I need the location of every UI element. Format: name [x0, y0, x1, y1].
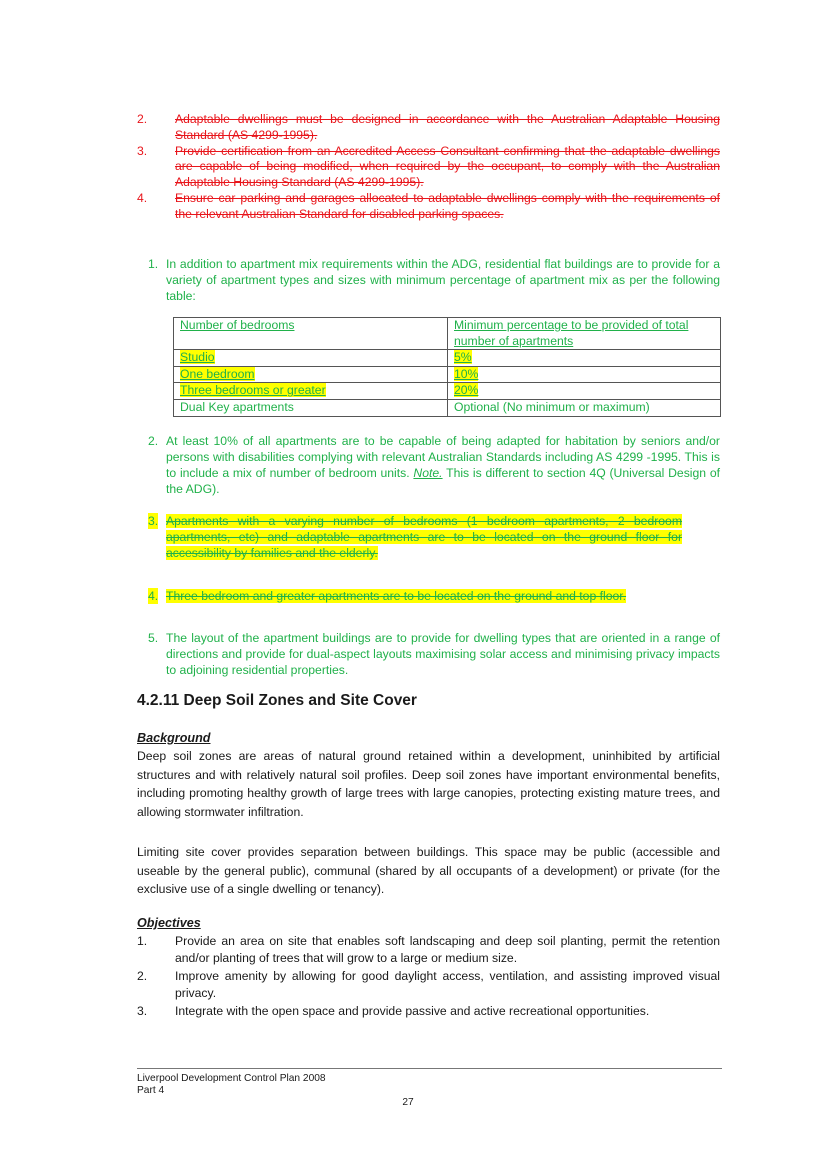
footer-title: Liverpool Development Control Plan 2008 — [137, 1073, 326, 1084]
cell-text: 20% — [454, 383, 479, 398]
cell-text: One bedroom — [180, 366, 255, 381]
table-cell — [174, 350, 448, 367]
deleted-item-4 — [137, 191, 720, 223]
item-text: Integrate with the open space and provide passive and active recreational opportunities. — [175, 1004, 650, 1018]
item-text: Provide certification from an Accredited Access Consultant confirming that the adaptable dwellings are capable of being modified, when required by the occupant, to comply with the Australian Adaptable Housing Standard (AS 4299-1995). — [175, 143, 720, 190]
cell-text: Three bedrooms or greater — [180, 383, 326, 398]
footer — [137, 1073, 326, 1096]
table-cell: Dual Key apartments — [174, 399, 448, 416]
item-number: 2. — [137, 112, 148, 126]
background-paragraph-1: Deep soil zones are areas of natural ground retained within a development, uninhibited by artificial structures and with relatively natural soil profiles. Deep soil zones have important environmental benefits, including promoting healthy growth of large trees with large canopies, protecting existing mature trees, and allowing stormwater infiltration. — [137, 749, 720, 819]
item-number: 1. — [148, 257, 159, 271]
note-label: Note. — [413, 466, 443, 480]
item-text: In addition to apartment mix requirements within the ADG, residential flat buildings are to provide for a variety of apartment types and sizes with minimum percentage of apartment mix as per the following table: — [166, 257, 720, 303]
inserted-item-2 — [137, 433, 720, 497]
list-item — [137, 968, 720, 1001]
table-cell — [174, 366, 448, 383]
objectives-list — [137, 933, 720, 1022]
footer-part: Part 4 — [137, 1084, 165, 1096]
struck-item-4 — [137, 588, 720, 604]
inserted-item-5 — [137, 630, 720, 678]
deleted-item-3 — [137, 144, 720, 191]
apartment-mix-table — [173, 317, 721, 417]
item-number: 5. — [148, 631, 159, 645]
deleted-item-2 — [137, 112, 720, 144]
item-text: Adaptable dwellings must be designed in accordance with the Australian Adaptable Housing Standard (AS 4299-1995). — [175, 112, 720, 142]
table-row — [174, 399, 721, 416]
cell-text: 10% — [454, 366, 479, 381]
item-text: The layout of the apartment buildings are to provide for dwelling types that are oriented in a range of directions and provide for dual-aspect layouts maximising solar access and minimising privacy impacts to adjoining residential properties. — [166, 631, 720, 677]
table-header-row — [174, 318, 721, 350]
table-row — [174, 350, 721, 367]
item-text: Provide an area on site that enables soft landscaping and deep soil planting, permit the retention and/or planting of trees that will grow to a large or medium size. — [175, 934, 720, 965]
table-cell — [448, 383, 721, 400]
item-text-continued: This is different to section 4Q (Universal Design of the ADG). — [166, 466, 720, 496]
background-paragraph-2: Limiting site cover provides separation between buildings. This space may be public (accessible and useable by the general public), communal (shared by all occupants of a development) or private (for the exclusive use of a single dwelling or tenancy). — [137, 845, 720, 897]
item-number: 2. — [148, 434, 159, 448]
item-number: 1. — [137, 934, 148, 948]
item-text: Three bedroom and greater apartments are to be located on the ground and top floor. — [166, 589, 627, 603]
table-row — [174, 383, 721, 400]
item-text: At least 10% of all apartments are to be capable of being adapted for habitation by seniors and/or persons with disabilities complying with relevant Australian Standards including AS 4299 -1995. This is to include a mix of number of bedroom units. — [166, 434, 720, 480]
table-cell — [448, 366, 721, 383]
deleted-items-list — [137, 112, 720, 223]
table-header-cell: Minimum percentage to be provided of total number of apartments — [448, 318, 721, 350]
item-number: 2. — [137, 969, 148, 983]
list-item — [137, 933, 720, 966]
footer-divider — [137, 1068, 722, 1069]
list-item — [137, 1003, 720, 1020]
background-heading: Background — [137, 731, 211, 745]
item-number: 3. — [137, 143, 148, 158]
table-cell — [448, 350, 721, 367]
cell-text: Studio — [180, 350, 215, 365]
table-cell: Optional (No minimum or maximum) — [448, 399, 721, 416]
item-text: Ensure car parking and garages allocated to adaptable dwellings comply with the requirements of the relevant Australian Standard for disabled parking spaces. — [175, 190, 720, 221]
objectives-heading: Objectives — [137, 916, 201, 930]
item-number: 4. — [148, 589, 159, 603]
item-text: Apartments with a varying number of bedrooms (1 bedroom apartments, 2 bedroom apartments, etc) and adaptable apartments are to be located on the ground floor for accessibility by families and the elderly. — [166, 514, 682, 560]
item-number: 4. — [137, 190, 148, 205]
table-row — [174, 366, 721, 383]
item-text: Improve amenity by allowing for good daylight access, ventilation, and assisting improved visual privacy. — [175, 969, 720, 1000]
table-header-cell: Number of bedrooms — [174, 318, 448, 350]
section-heading: 4.2.11 Deep Soil Zones and Site Cover — [137, 692, 417, 709]
item-number: 3. — [137, 1004, 148, 1018]
item-number: 3. — [148, 514, 159, 528]
table-cell — [174, 383, 448, 400]
cell-text: 5% — [454, 350, 472, 365]
page-number: 27 — [402, 1097, 414, 1108]
inserted-item-1 — [137, 256, 720, 304]
struck-item-3 — [137, 513, 682, 561]
